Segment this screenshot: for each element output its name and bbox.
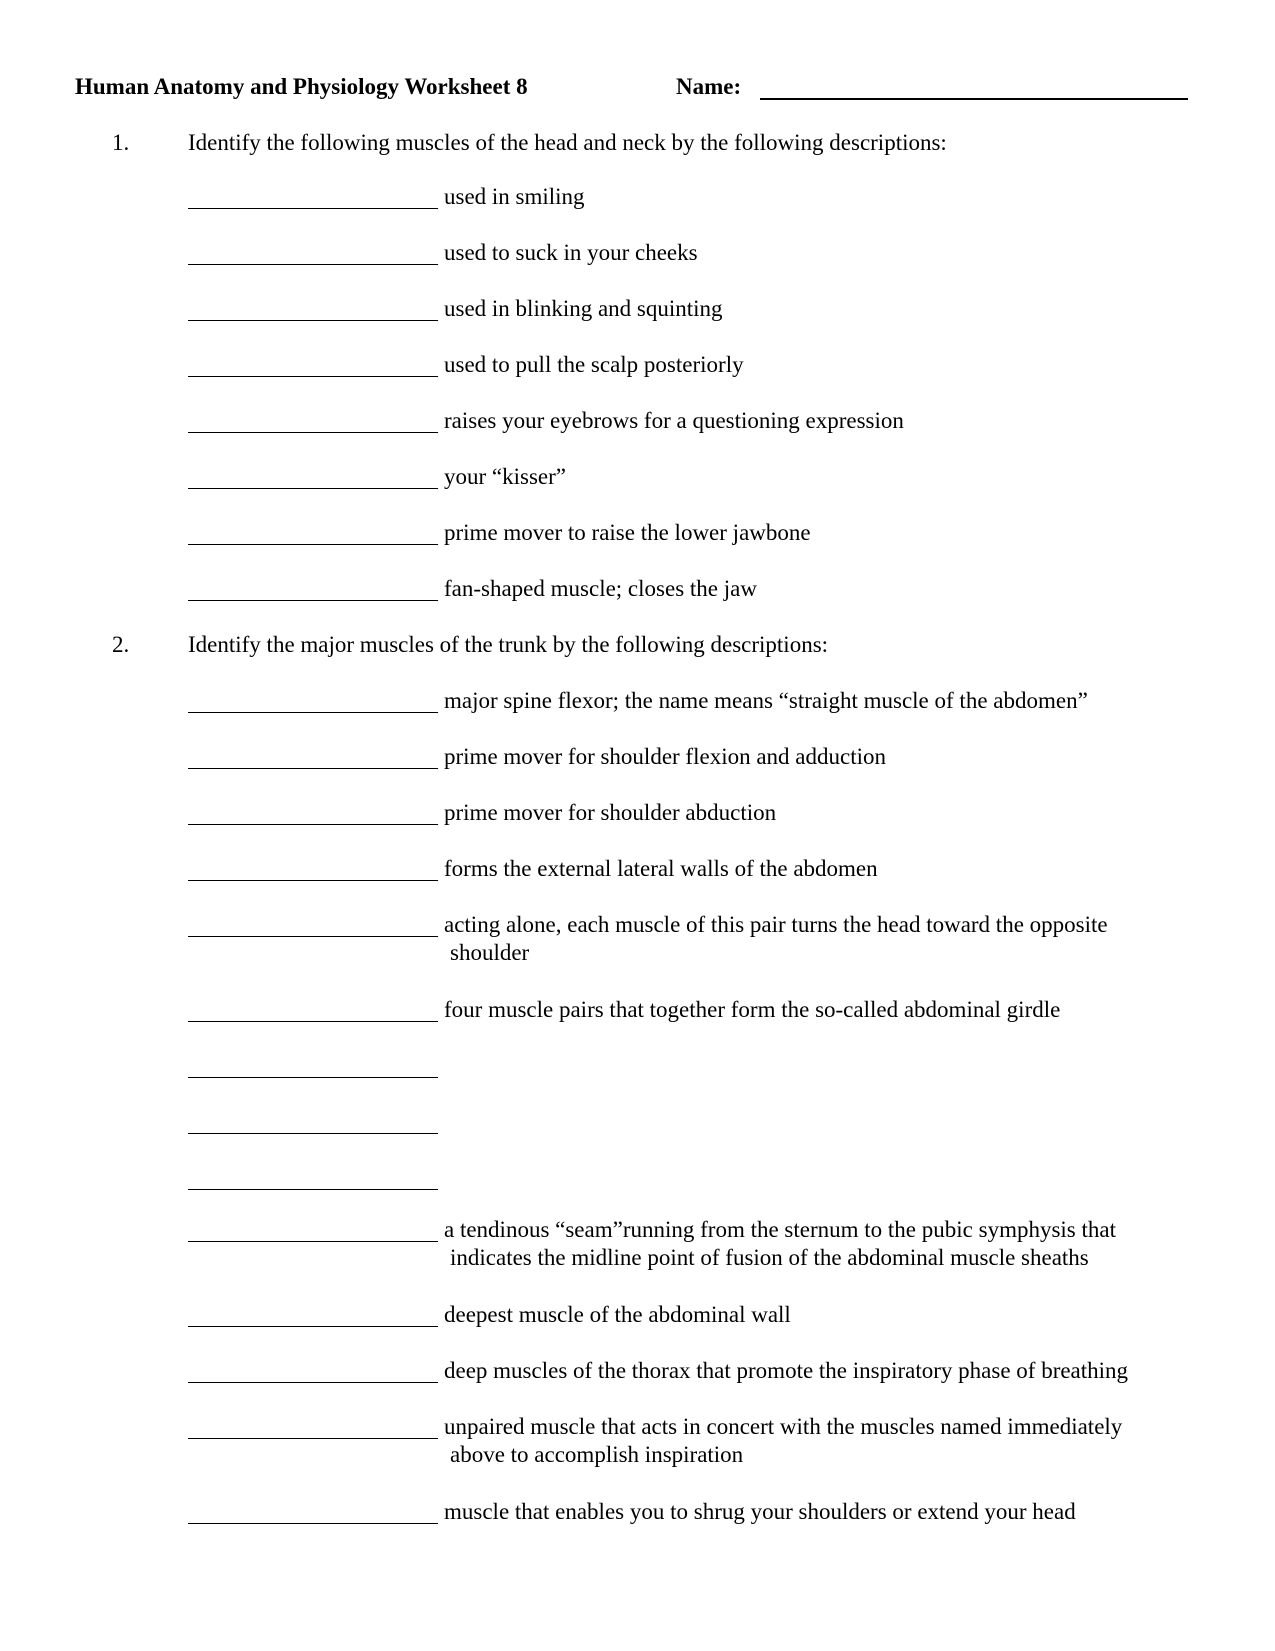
question-2-number: 2. [112, 632, 130, 657]
answer-blank[interactable] [188, 1241, 438, 1242]
item-description: four muscle pairs that together form the so-called abdominal girdle [444, 997, 1061, 1022]
item-description: used to pull the scalp posteriorly [444, 352, 744, 377]
answer-blank[interactable] [188, 936, 438, 937]
item-description: forms the external lateral walls of the abdomen [444, 856, 878, 881]
answer-blank[interactable] [188, 432, 438, 433]
answer-blank[interactable] [188, 1077, 438, 1078]
item-description: your “kisser” [444, 464, 566, 489]
question-1-number: 1. [112, 130, 130, 155]
answer-blank[interactable] [188, 1189, 438, 1190]
answer-blank[interactable] [188, 376, 438, 377]
item-description: used in smiling [444, 184, 585, 209]
item-description: raises your eyebrows for a questioning expression [444, 408, 904, 433]
answer-blank[interactable] [188, 824, 438, 825]
item-description: prime mover to raise the lower jawbone [444, 520, 811, 545]
name-blank[interactable] [760, 98, 1188, 100]
question-2-prompt: Identify the major muscles of the trunk by the following descriptions: [188, 632, 829, 657]
answer-blank[interactable] [188, 208, 438, 209]
answer-blank[interactable] [188, 712, 438, 713]
item-description: major spine flexor; the name means “straight muscle of the abdomen” [444, 688, 1088, 713]
answer-blank[interactable] [188, 1523, 438, 1524]
answer-blank[interactable] [188, 488, 438, 489]
item-description: muscle that enables you to shrug your shoulders or extend your head [444, 1499, 1076, 1524]
item-description: deepest muscle of the abdominal wall [444, 1302, 791, 1327]
answer-blank[interactable] [188, 1438, 438, 1439]
answer-blank[interactable] [188, 768, 438, 769]
item-description: fan-shaped muscle; closes the jaw [444, 576, 757, 601]
answer-blank[interactable] [188, 1133, 438, 1134]
item-description: used in blinking and squinting [444, 296, 723, 321]
answer-blank[interactable] [188, 264, 438, 265]
answer-blank[interactable] [188, 544, 438, 545]
item-description: prime mover for shoulder abduction [444, 800, 777, 825]
item-description: acting alone, each muscle of this pair turns the head toward the opposite shoulder [444, 912, 1108, 965]
item-description: used to suck in your cheeks [444, 240, 698, 265]
item-description: prime mover for shoulder flexion and adduction [444, 744, 886, 769]
item-description: deep muscles of the thorax that promote the inspiratory phase of breathing [444, 1358, 1129, 1383]
answer-blank[interactable] [188, 600, 438, 601]
item-description: unpaired muscle that acts in concert with the muscles named immediately above to accomplish inspiration [444, 1414, 1123, 1467]
answer-blank[interactable] [188, 880, 438, 881]
question-1-prompt: Identify the following muscles of the head and neck by the following descriptions: [188, 130, 947, 155]
answer-blank[interactable] [188, 1326, 438, 1327]
answer-blank[interactable] [188, 1382, 438, 1383]
answer-blank[interactable] [188, 320, 438, 321]
answer-blank[interactable] [188, 1021, 438, 1022]
item-description: a tendinous “seam”running from the sternum to the pubic symphysis that indicates the midline point of fusion of the abdominal muscle sheaths [444, 1217, 1116, 1270]
worksheet-title: Human Anatomy and Physiology Worksheet 8 [75, 74, 528, 99]
name-label: Name: [676, 74, 742, 99]
